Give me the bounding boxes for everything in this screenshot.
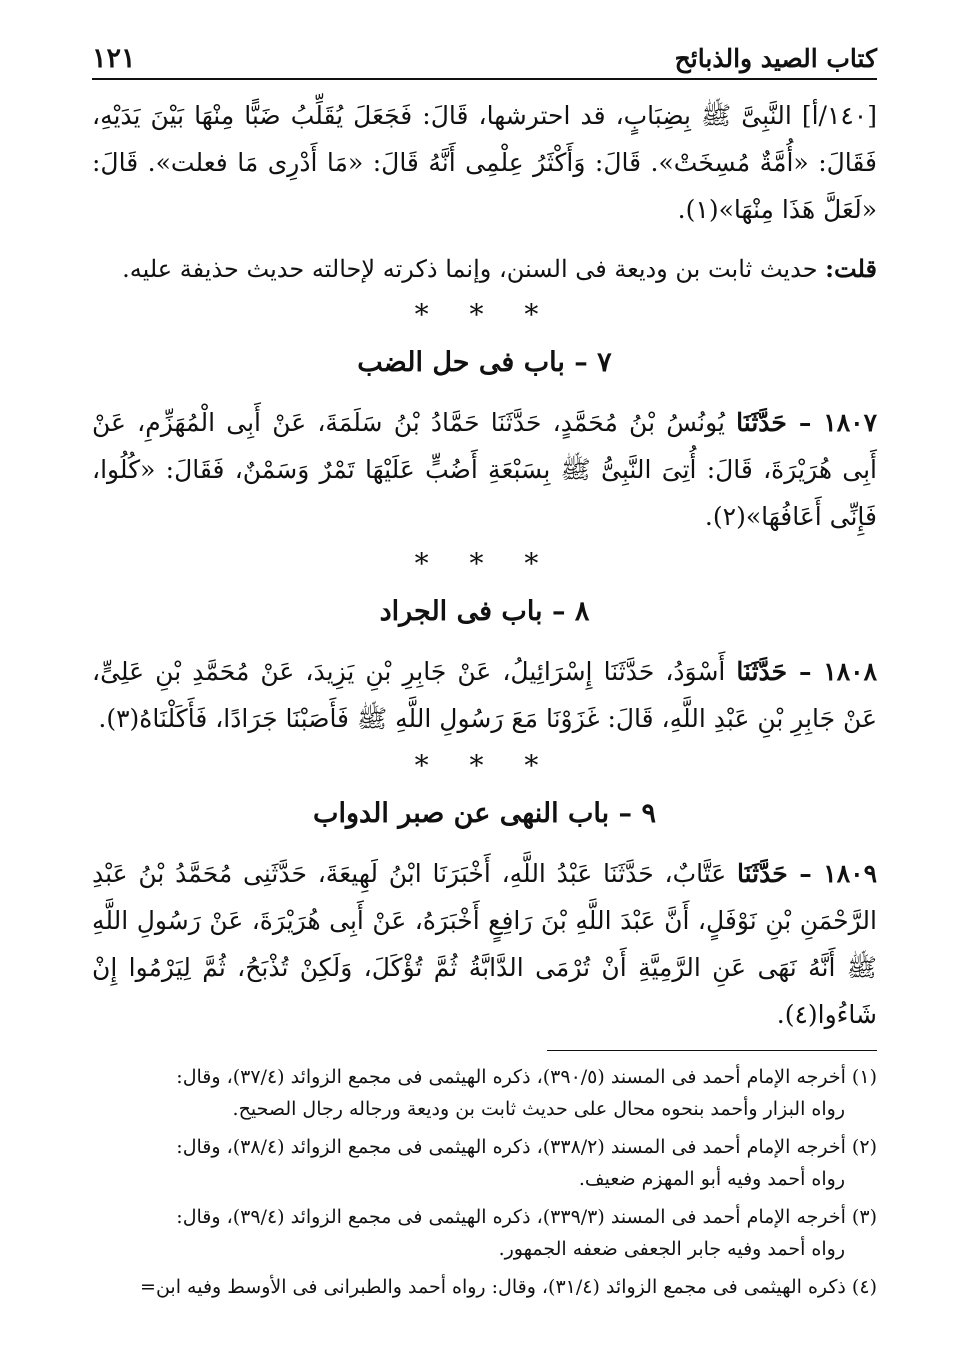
hadith-number: ١٨٠٨ – حَدَّثَنَا [736,657,877,686]
footnote [92,1061,877,1125]
editor-note-label: قلت: [825,254,877,283]
editor-note-text: حديث ثابت بن وديعة فى السنن، وإنما ذكرته لإحالته حديث حذيفة عليه. [122,255,826,283]
section-separator: * * * [414,298,555,331]
hadith-paragraph [92,850,877,1038]
footnote-line: (٣) أخرجه الإمام أحمد فى المسند (٣٣٩/٣)، ذكره الهيثمى فى مجمع الزوائد (٣٩/٤)، وقال: [176,1206,877,1228]
footnote [92,1131,877,1195]
footnote [92,1271,877,1303]
hadith-text: عَتَّابٌ، حَدَّثَنَا عَبْدُ اللَّهِ، أَخْبَرَنَا ابْنُ لَهِيعَةَ، حَدَّثَنِى مُحَمَّدُ بْنُ عَبْدِ الرَّحْمَنِ بْنِ نَوْفَلٍ، أَنَّ عَبْدَ اللَّهِ بْنَ رَافِعٍ أَخْبَرَهُ، عَنْ أَبِى هُرَيْرَةَ، عَنْ رَسُولِ اللَّهِ ﷺ أَنَّهُ نَهَى عَنِ الرَّمِيَّةِ أَنْ تُرْمَى الدَّابَّةُ ثُمَّ تُؤْكَلَ، وَلَكِنْ تُذْبَحُ، ثُمَّ لِيَرْمُوا إِنْ شَاءُوا(٤). [92,859,877,1029]
footnotes [92,1050,877,1309]
hadith-paragraph [92,648,877,742]
page-header [92,38,877,80]
footnote [92,1201,877,1265]
footnote-continuation: رواه أحمد وفيه أبو المهزم ضعيف. [578,1168,845,1190]
footnote-line: (١) أخرجه الإمام أحمد فى المسند (٣٩٠/٥)، ذكره الهيثمى فى مجمع الزوائد (٣٧/٤)، وقال: [176,1066,877,1088]
hadith-number: ١٨٠٩ – حَدَّثَنَا [737,859,878,888]
footnote-continuation: رواه أحمد وفيه جابر الجعفى ضعفه الجمهور. [498,1238,845,1260]
section-separator: * * * [414,547,555,580]
chapter-heading: ٧ – باب فى حل الضب [357,347,612,378]
page-number: ١٢١ [92,42,136,74]
intro-paragraph: [١٤٠/أ] النَّبِىَّ ﷺ بِضِبَابٍ، قد احترشها، قَالَ: فَجَعَلَ يُقَلِّبُ ضَبًّا مِنْهَا بَيْنَ يَدَيْهِ، فَقَالَ: «أُمَّةٌ مُسِخَتْ». قَالَ: وَأَكْثَرُ عِلْمِى أَنَّهُ قَالَ: «مَا أَدْرِى مَا فعلت». قَالَ: «لَعَلَّ هَذَا مِنْهَا»(١). [92,101,877,224]
main-text [92,92,877,1038]
footnote-line: (٢) أخرجه الإمام أحمد فى المسند (٣٣٨/٢)، ذكره الهيثمى فى مجمع الزوائد (٣٨/٤)، وقال: [176,1136,877,1158]
footnote-divider [547,1050,877,1051]
section-separator: * * * [414,749,555,782]
footnote-continuation: رواه البزار وأحمد بنحوه محال على حديث ثابت بن وديعة ورجاله رجال الصحيح. [232,1098,845,1120]
hadith-text: أَسْوَدُ، حَدَّثَنَا إِسْرَائِيلُ، عَنْ جَابِرِ بْنِ يَزِيدَ، عَنْ مُحَمَّدِ بْنِ عَلِىٍّ، عَنْ جَابِرِ بْنِ عَبْدِ اللَّهِ، قَالَ: غَزَوْنَا مَعَ رَسُولِ اللَّهِ ﷺ فَأَصَبْنَا جَرَادًا، فَأَكَلْنَاهُ(٣). [92,657,877,733]
hadith-paragraph [92,399,877,540]
hadith-number: ١٨٠٧ – حَدَّثَنَا [736,408,877,437]
running-title: كتاب الصيد والذبائح [674,43,877,73]
hadith-text: يُونُسُ بْنُ مُحَمَّدٍ، حَدَّثَنَا حَمَّادُ بْنُ سَلَمَةَ، عَنْ أَبِى الْمُهَزِّمِ، عَنْ أَبِى هُرَيْرَةَ، قَالَ: أُتِىَ النَّبِىُّ ﷺ بِسَبْعَةِ أَضُبٍّ عَلَيْهَا تَمْرٌ وَسَمْنٌ، فَقَالَ: «كُلُوا، فَإِنِّى أَعَافُهَا»(٢). [92,408,877,531]
editor-note [92,247,877,291]
chapter-heading: ٩ – باب النهى عن صبر الدواب [313,798,656,829]
chapter-heading: ٨ – باب فى الجراد [379,596,590,627]
footnote-line: (٤) ذكره الهيثمى فى مجمع الزوائد (٣١/٤)، وقال: رواه أحمد والطبرانى فى الأوسط وفيه ابن= [140,1276,877,1298]
